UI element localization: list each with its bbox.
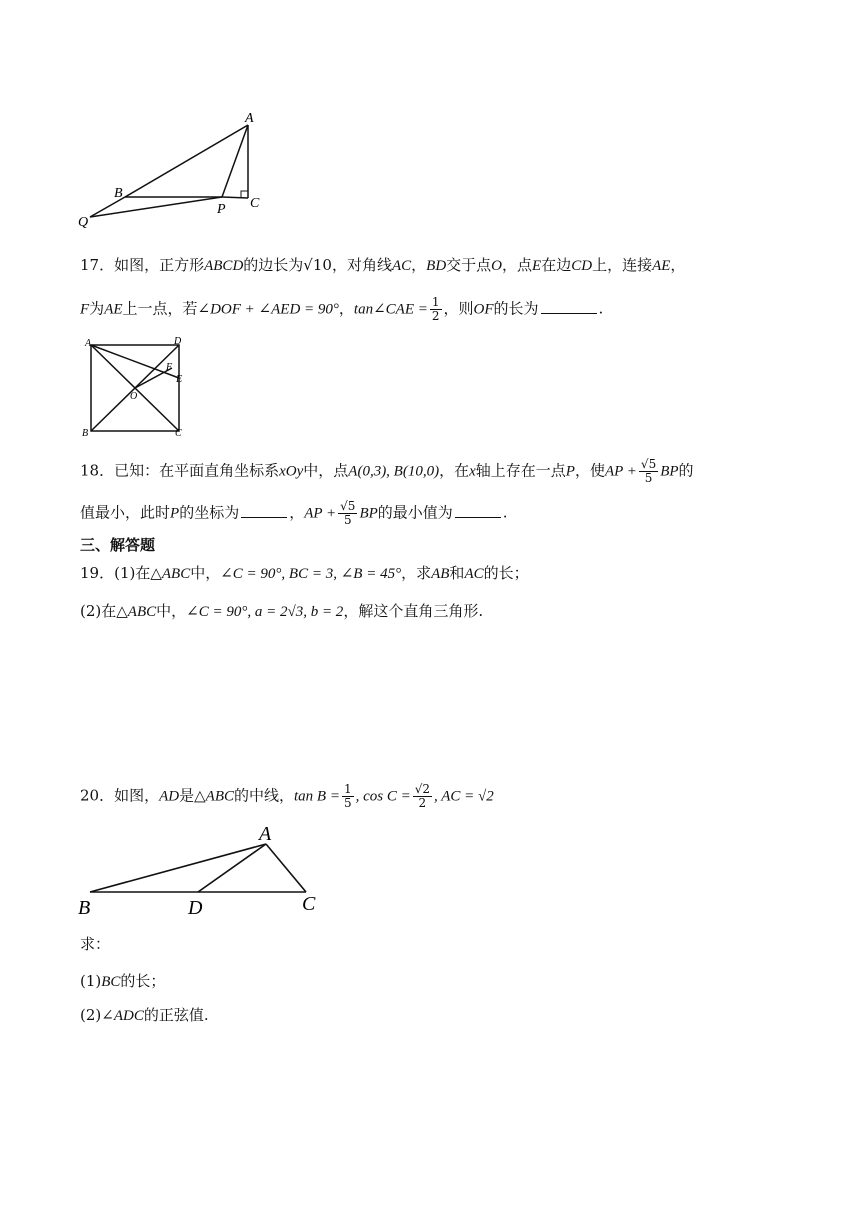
label-C: C [175,428,182,439]
q19-condition: ∠C = 90°, BC = 3, ∠B = 45° [220,566,402,582]
q19-text: ，解这个直角三角形. [343,602,484,620]
fraction-denominator: 5 [343,513,352,527]
q17-ac: AC [391,258,412,274]
q17-number: 17． [80,256,115,274]
label-A: A [259,823,272,845]
q17-f: F [80,301,90,318]
q17-text: 的边长为 [243,256,304,274]
q18-line2 [80,500,508,527]
q19-part2 [80,601,483,622]
answer-blank[interactable] [455,503,501,518]
q17-of: OF [473,301,494,318]
q17-tan: tan∠CAE = [353,301,428,318]
q17-line1 [80,255,685,276]
q18-bp: BP [660,463,679,480]
q18-text: ， [289,503,305,522]
label-E: E [176,374,183,385]
q19-text: 中， [156,602,187,620]
q17-e: E [532,258,542,274]
fraction-numerator: 1 [431,295,440,309]
q18-number: 18． [80,461,115,480]
q17-cd: CD [571,258,593,274]
q20-line1 [80,783,494,810]
label-C: C [250,196,260,211]
q18-x: x [469,463,476,480]
q17-ae: AE [652,258,671,274]
q17-fraction [430,296,442,323]
q17-text: 上，连接 [592,256,653,274]
q17-text: 交于点 [446,256,492,274]
q18-bp: BP [359,505,378,522]
q18-text: ，使 [574,461,605,480]
q17-ae: AE [104,301,123,318]
figure-17 [80,336,195,440]
q17-text: ，对角线 [331,256,392,274]
q17-sqrt10: √10 [303,256,332,274]
label-D: D [174,336,182,347]
q20-text: 是 [179,786,195,805]
q19-condition: ∠C = 90°, a = 2√3, b = 2 [186,604,344,620]
q20-text: (2) [80,1006,102,1024]
q18-text: 的最小值为 [377,503,453,522]
label-B: B [78,897,91,918]
q19-ac: AC [464,566,484,582]
q19-text: (1)在 [114,564,151,582]
fraction-denominator: 5 [343,796,352,810]
fraction-denominator: 2 [418,796,427,810]
q17-angle-condition: ∠DOF + ∠AED = 90° [197,301,339,318]
q20-text: 如图， [114,786,160,805]
q18-text: ，在 [439,461,470,480]
q17-abcd: ABCD [204,258,244,274]
q17-text: ， [411,256,427,274]
answer-blank[interactable] [241,503,287,518]
q17-text: 如图，正方形 [114,256,205,274]
q20-angle: ∠ADC [101,1008,144,1024]
q17-text: 的长为 [493,299,539,318]
q18-text: 轴上存在一点 [475,461,566,480]
q18-text: 已知：在平面直角坐标系 [114,461,280,480]
q20-bc: BC [101,974,121,990]
label-P: P [217,202,226,217]
q20-fraction-1 [342,783,354,810]
q17-text: ，则 [443,299,474,318]
label-Q: Q [78,215,89,230]
q20-sub1 [80,971,165,992]
q18-p: P [170,505,180,522]
q19-text: ，求 [401,564,432,582]
label-B: B [82,428,89,439]
q20-ad: AD [159,788,180,805]
q20-text: (1) [80,972,102,990]
q18-fraction [338,500,357,527]
q20-ask: 求： [80,935,111,953]
q20-cosc: , cos C = [355,788,411,805]
q19-text: (2)在 [80,602,117,620]
q20-number: 20． [80,786,115,805]
q19-number: 19． [80,564,115,582]
q18-p: P [565,463,575,480]
label-C: C [302,893,316,915]
q18-ap: AP + [604,463,637,480]
q17-text: 上一点，若 [122,299,198,318]
q17-text: ， [670,256,686,274]
figure-16 [70,105,290,230]
q20-text: 的正弦值. [143,1006,209,1024]
figure-20 [74,818,334,918]
fraction-denominator: 2 [431,309,440,323]
label-B: B [114,186,123,201]
q19-triangle: △ABC [116,604,157,620]
q17-text: ，点 [502,256,533,274]
q17-bd: BD [426,258,447,274]
q19-triangle: △ABC [150,566,191,582]
q20-sub2 [80,1005,209,1026]
q17-text: 在边 [541,256,572,274]
q19-ab: AB [431,566,450,582]
q19-part1 [80,563,529,584]
fraction-numerator: √2 [414,782,431,796]
q20-triangle: △ABC [194,788,234,805]
q18-points: A(0,3), B(10,0) [348,463,440,480]
fraction-numerator: 1 [343,782,352,796]
q20-fraction-2 [413,783,432,810]
label-O: O [130,391,138,402]
label-D: D [188,897,203,918]
fraction-numerator: √5 [340,499,356,513]
q17-text: ， [338,299,354,318]
q18-line1 [80,458,694,485]
q19-text: 和 [449,564,465,582]
q20-text: 的中线， [234,786,295,805]
q18-ap: AP + [304,505,337,522]
section-heading: 三、解答题 [80,536,156,554]
q20-tanb: tan B = [294,788,340,805]
q19-text: 的长； [483,564,529,582]
q18-text: 值最小，此时 [80,503,171,522]
answer-blank[interactable] [541,299,597,314]
fraction-denominator: 5 [644,471,653,485]
q17-line2 [80,296,603,323]
q19-text: 中， [190,564,221,582]
fraction-numerator: √5 [640,457,657,471]
q18-text: 中，点 [303,461,349,480]
q17-end: . [598,299,604,318]
label-A: A [245,111,254,126]
q17-text: 为 [89,299,105,318]
q20-ac-value: , AC = √2 [434,788,494,805]
q20-text: 的长； [120,972,166,990]
q18-text: 的坐标为 [179,503,240,522]
label-A: A [85,338,92,349]
q18-end: . [502,503,508,522]
q18-xoy: xOy [279,463,304,480]
q18-fraction [639,458,658,485]
q17-o: O [491,258,503,274]
label-F: F [166,362,173,373]
q18-text: 的 [678,461,694,480]
